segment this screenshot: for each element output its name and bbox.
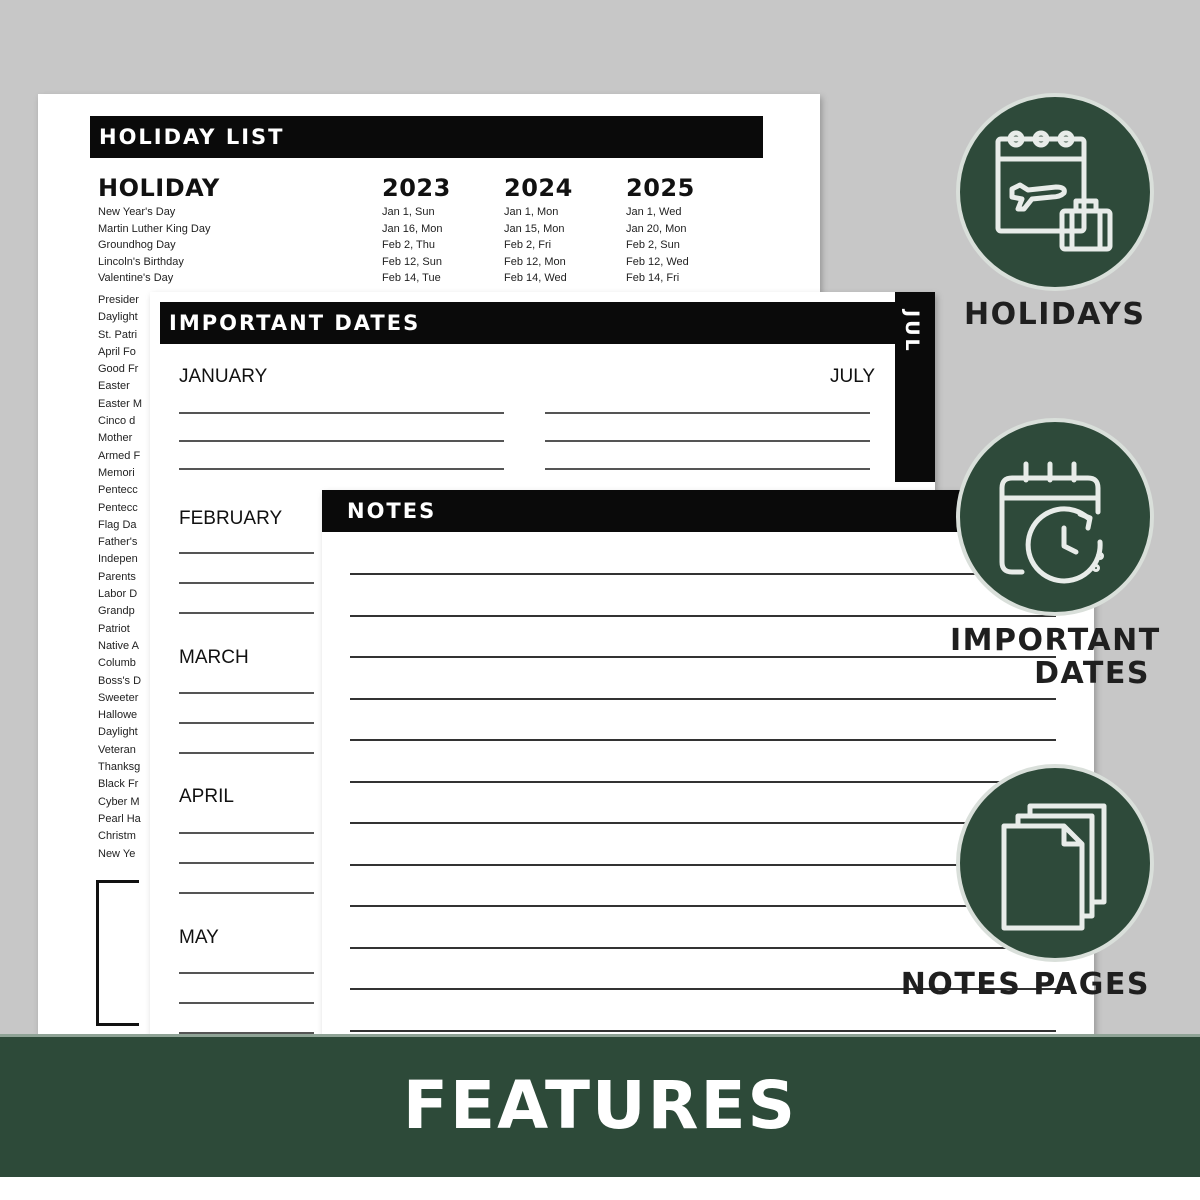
writing-line — [179, 412, 504, 414]
holiday-name-partial: Easter M — [98, 397, 143, 410]
holiday-name-partial: Christm — [98, 830, 136, 843]
holidays-feature-badge — [956, 93, 1154, 291]
holiday-name-partial: Cyber M — [98, 795, 140, 808]
notes-pages-feature-label: NOTES PAGES — [900, 967, 1150, 1002]
holiday-name-partial: Sweeter — [98, 691, 139, 704]
writing-line — [179, 692, 314, 694]
holiday-column-header: HOLIDAY — [98, 174, 220, 202]
holiday-date: Feb 14, Fri — [626, 272, 680, 285]
pages-stack-icon — [960, 768, 1150, 958]
holiday-date: Feb 14, Wed — [504, 272, 567, 285]
year-2024-header: 2024 — [504, 174, 573, 202]
holiday-notes-box — [96, 880, 139, 1026]
notes-line — [350, 573, 1056, 575]
calendar-clock-icon — [960, 422, 1150, 612]
writing-line — [179, 582, 314, 584]
writing-line — [179, 612, 314, 614]
calendar-travel-icon — [960, 97, 1150, 287]
holiday-date: Feb 12, Mon — [504, 255, 566, 268]
holiday-name-partial: Father's — [98, 536, 138, 549]
notes-line — [350, 947, 1056, 949]
writing-line — [179, 440, 504, 442]
writing-line — [179, 1002, 314, 1004]
holiday-name-partial: Flag Da — [98, 518, 137, 531]
holiday-name-partial: April Fo — [98, 345, 136, 358]
notes-line — [350, 698, 1056, 700]
notes-line — [350, 822, 1056, 824]
writing-line — [179, 892, 314, 894]
holiday-name-partial: Good Fr — [98, 363, 139, 376]
holiday-name: Lincoln's Birthday — [98, 255, 184, 268]
writing-line — [545, 412, 870, 414]
holiday-name-partial: Cinco d — [98, 415, 136, 428]
holiday-names-column — [98, 204, 228, 287]
holiday-name-partial: Thanksg — [98, 761, 141, 774]
holiday-name-partial: Presider — [98, 294, 139, 306]
holiday-name-partial: Memori — [98, 466, 135, 479]
holiday-name-partial: Hallowe — [98, 709, 138, 722]
writing-line — [545, 440, 870, 442]
holiday-name-partial: Grandp — [98, 605, 135, 618]
notes-line — [350, 905, 1056, 907]
important-dates-label-line2: DATES — [1034, 656, 1150, 691]
month-label-may: MAY — [179, 927, 219, 948]
holiday-name-partial: Indepen — [98, 553, 138, 566]
holiday-name: Groundhog Day — [98, 239, 176, 252]
holiday-name-partial: Armed F — [98, 449, 141, 462]
important-dates-title: IMPORTANT DATES — [160, 302, 904, 344]
holiday-name: Martin Luther King Day — [98, 222, 211, 235]
important-dates-feature-badge — [956, 418, 1154, 616]
holiday-name-partial: Patriot — [98, 622, 130, 635]
notes-title: NOTES — [322, 490, 987, 532]
bottom-strip — [0, 1177, 1200, 1200]
important-dates-feature-label — [950, 623, 1161, 691]
holiday-name-partial: Boss's D — [98, 674, 142, 687]
writing-line — [179, 752, 314, 754]
holiday-date: Feb 14, Tue — [382, 272, 441, 285]
features-banner-text: FEATURES — [402, 1067, 798, 1144]
year-2023-header: 2023 — [382, 174, 451, 202]
holiday-name-partial: St. Patri — [98, 328, 138, 341]
writing-line — [179, 832, 314, 834]
holiday-date: Jan 15, Mon — [504, 222, 565, 235]
holiday-list-title: HOLIDAY LIST — [90, 116, 763, 158]
holiday-date: Feb 2, Thu — [382, 239, 435, 252]
holiday-date: Jan 20, Mon — [626, 222, 687, 235]
year-2025-header: 2025 — [626, 174, 695, 202]
important-dates-label-line1: IMPORTANT — [950, 623, 1161, 658]
holiday-name-partial: Labor D — [98, 588, 138, 601]
notes-line — [350, 781, 1056, 783]
holidays-feature-label: HOLIDAYS — [964, 297, 1146, 332]
holiday-name-partial: Easter — [98, 380, 130, 393]
month-label-july: JULY — [830, 366, 876, 387]
notes-line — [350, 864, 1056, 866]
notes-line — [350, 1030, 1056, 1032]
holiday-name: Valentine's Day — [98, 272, 174, 285]
holiday-name-partial: Mother — [98, 432, 133, 445]
holiday-name-partial: Black Fr — [98, 778, 139, 791]
writing-line — [179, 552, 314, 554]
writing-line — [179, 722, 314, 724]
holiday-date: Jan 1, Wed — [626, 206, 682, 218]
month-tab-label: JUL — [901, 310, 923, 354]
holiday-name-partial: Native A — [98, 639, 139, 652]
holiday-date: Feb 12, Wed — [626, 255, 689, 268]
holiday-name-partial: Pearl Ha — [98, 812, 141, 825]
holiday-name-partial: Pentecc — [98, 484, 138, 497]
holiday-names-partial-column — [98, 292, 142, 863]
year-2024-column — [504, 204, 567, 287]
holiday-name-partial: Pentecc — [98, 501, 138, 514]
holiday-name-partial: Veteran — [98, 743, 136, 756]
holiday-date: Feb 12, Sun — [382, 255, 442, 268]
holiday-name-partial: Daylight — [98, 311, 138, 324]
notes-line — [350, 739, 1056, 741]
month-label-april: APRIL — [179, 786, 234, 807]
writing-line — [545, 468, 870, 470]
holiday-name-partial: New Ye — [98, 847, 136, 860]
holiday-date: Feb 2, Fri — [504, 239, 552, 252]
year-2025-column — [626, 204, 689, 287]
month-label-february: FEBRUARY — [179, 508, 283, 529]
writing-line — [179, 862, 314, 864]
year-2023-column — [382, 204, 443, 287]
writing-line — [179, 468, 504, 470]
writing-line — [179, 972, 314, 974]
holiday-name-partial: Columb — [98, 657, 136, 670]
notes-line — [350, 615, 1056, 617]
holiday-date: Jan 16, Mon — [382, 222, 443, 235]
month-label-january: JANUARY — [179, 366, 268, 387]
holiday-date: Feb 2, Sun — [626, 239, 680, 252]
month-tab[interactable] — [895, 292, 935, 482]
holiday-date: Jan 1, Sun — [382, 206, 435, 218]
holiday-name-partial: Daylight — [98, 726, 138, 739]
notes-pages-feature-badge — [956, 764, 1154, 962]
month-label-march: MARCH — [179, 647, 249, 668]
features-banner — [0, 1034, 1200, 1177]
holiday-name-partial: Parents — [98, 570, 136, 583]
holiday-date: Jan 1, Mon — [504, 206, 559, 218]
holiday-name: New Year's Day — [98, 206, 176, 218]
